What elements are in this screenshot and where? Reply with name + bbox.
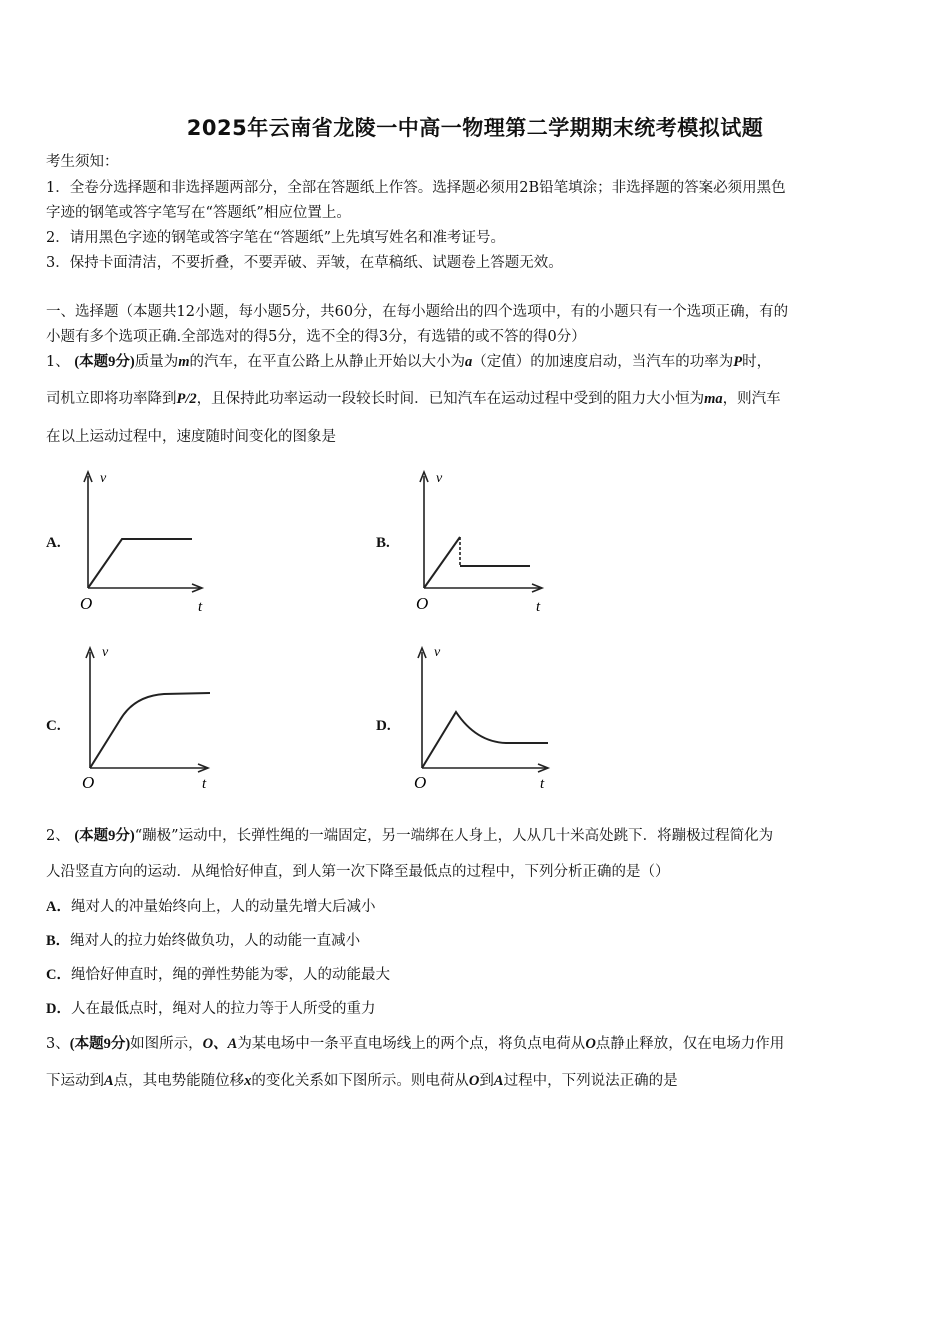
origin-label: O xyxy=(414,773,427,792)
q1-text: 司机立即将功率降到 xyxy=(46,391,177,407)
q3-text: 过程中，下列说法正确的是 xyxy=(503,1073,678,1089)
q1-text: （定值）的加速度启动，当汽车的功率为 xyxy=(472,354,734,370)
q2-option-a-label: A． xyxy=(46,899,71,915)
q1-text: ，且保持此功率运动一段较长时间．已知汽车在运动过程中受到的阻力大小恒为 xyxy=(196,391,705,407)
q1-line-2 xyxy=(46,389,908,409)
q1-score: (本题9分) xyxy=(74,354,135,370)
q2-line-2: 人沿竖直方向的运动．从绳恰好伸直，到人第一次下降至最低点的过程中，下列分析正确的是（） xyxy=(46,864,670,880)
velocity-curve xyxy=(422,712,548,768)
q2-option-d-label: D． xyxy=(46,1001,71,1017)
velocity-curve xyxy=(90,693,210,768)
q1-text: ，则汽车 xyxy=(722,391,781,407)
q2-option-a xyxy=(46,897,908,917)
q3-text: 点，其电势能随位移 xyxy=(113,1073,245,1089)
q3-line-2 xyxy=(46,1071,908,1091)
q3-text: 点静止释放，仅在电场力作用 xyxy=(595,1036,785,1052)
q1-option-a-label: A. xyxy=(46,535,61,551)
q2-option-c xyxy=(46,965,908,985)
q3-var-x: x xyxy=(244,1073,252,1089)
notice-heading: 考生须知： xyxy=(46,154,119,170)
q3-number: 3、 xyxy=(46,1036,70,1052)
q1-var-P2: P/2 xyxy=(176,391,197,407)
q1-option-c-label: C. xyxy=(46,718,61,734)
q2-option-b-label: B． xyxy=(46,933,71,949)
q1-option-b-label: B. xyxy=(376,535,390,551)
graph-option-d xyxy=(408,638,568,796)
q1-var-a: a xyxy=(465,354,473,370)
q3-var-O: O xyxy=(585,1036,596,1052)
q2-option-b-text: 绳对人的拉力始终做负功，人的动能一直减小 xyxy=(70,933,361,949)
origin-label: O xyxy=(80,594,93,613)
q2-option-d xyxy=(46,999,908,1019)
page-title: 2025年云南省龙陵一中高一物理第二学期期末统考模拟试题 xyxy=(186,116,764,140)
axis-label-v: v xyxy=(100,471,107,486)
axis-label-t: t xyxy=(198,599,203,615)
q2-option-b xyxy=(46,931,908,951)
q3-var-OA: O、A xyxy=(202,1036,238,1052)
notice-item-2: 2．请用黑色字迹的钢笔或答字笔在“答题纸”上先填写姓名和准考证号。 xyxy=(46,230,506,246)
axis-label-v: v xyxy=(434,645,441,660)
q2-text: “蹦极”运动中，长弹性绳的一端固定，另一端绑在人身上，人从几十米高处跳下．将蹦极过程简化为 xyxy=(134,828,774,844)
q3-line-1 xyxy=(46,1034,908,1054)
q3-var-A: A xyxy=(493,1073,504,1089)
graph-option-a xyxy=(72,462,232,617)
q2-option-a-text: 绳对人的冲量始终向上，人的动量先增大后减小 xyxy=(70,899,376,915)
axis-label-t: t xyxy=(202,776,207,792)
velocity-curve xyxy=(88,539,192,588)
q3-text: 到 xyxy=(479,1073,494,1089)
q1-text: 时， xyxy=(742,354,772,370)
q3-var-A: A xyxy=(104,1073,114,1089)
section-intro-1: 一、选择题（本题共12小题，每小题5分，共60分，在每小题给出的四个选项中，有的小题只有一个选项正确，有的 xyxy=(46,304,789,320)
q2-score: (本题9分) xyxy=(74,828,135,844)
q2-option-c-text: 绳恰好伸直时，绳的弹性势能为零，人的动能最大 xyxy=(70,967,390,983)
axis-label-t: t xyxy=(540,776,545,792)
q1-var-P: P xyxy=(733,354,743,370)
q2-option-d-text: 人在最低点时，绳对人的拉力等于人所受的重力 xyxy=(70,1001,376,1017)
notice-item-1-cont: 字迹的钢笔或答字笔写在“答题纸”相应位置上。 xyxy=(46,205,351,221)
q1-line-3: 在以上运动过程中，速度随时间变化的图象是 xyxy=(46,429,336,445)
origin-label: O xyxy=(82,773,95,792)
q2-option-c-label: C． xyxy=(46,967,71,983)
axis-label-v: v xyxy=(102,645,109,660)
origin-label: O xyxy=(416,594,429,613)
q1-var-ma: ma xyxy=(704,391,723,407)
q1-line-1 xyxy=(46,352,908,372)
velocity-curve-rise xyxy=(424,537,460,588)
q3-text: 下运动到 xyxy=(46,1073,104,1089)
q1-text: 质量为 xyxy=(134,354,179,370)
section-intro-2: 小题有多个选项正确.全部选对的得5分，选不全的得3分，有选错的或不答的得0分） xyxy=(46,329,586,345)
axis-label-t: t xyxy=(536,599,541,615)
q3-text: 的变化关系如下图所示。则电荷从 xyxy=(251,1073,469,1089)
graph-option-c xyxy=(72,638,232,796)
q1-text: 的汽车，在平直公路上从静止开始以大小为 xyxy=(189,354,466,370)
q3-var-O: O xyxy=(468,1073,480,1089)
q1-var-m: m xyxy=(178,354,190,370)
q1-number: 1、 xyxy=(46,354,70,370)
notice-item-1: 1．全卷分选择题和非选择题两部分，全部在答题纸上作答。选择题必须用2B铅笔填涂；非选择题的答案必须用黑色 xyxy=(46,180,786,196)
q2-number: 2、 xyxy=(46,828,70,844)
graph-option-b xyxy=(410,462,570,617)
q3-text: 为某电场中一条平直电场线上的两个点，将负点电荷从 xyxy=(237,1036,586,1052)
q3-score: (本题9分) xyxy=(69,1036,131,1052)
q1-option-d-label: D. xyxy=(376,718,391,734)
q2-line-1 xyxy=(46,826,908,846)
axis-label-v: v xyxy=(436,471,443,486)
notice-item-3: 3．保持卡面清洁，不要折叠，不要弄破、弄皱，在草稿纸、试题卷上答题无效。 xyxy=(46,255,563,271)
q3-text: 如图所示， xyxy=(130,1036,203,1052)
